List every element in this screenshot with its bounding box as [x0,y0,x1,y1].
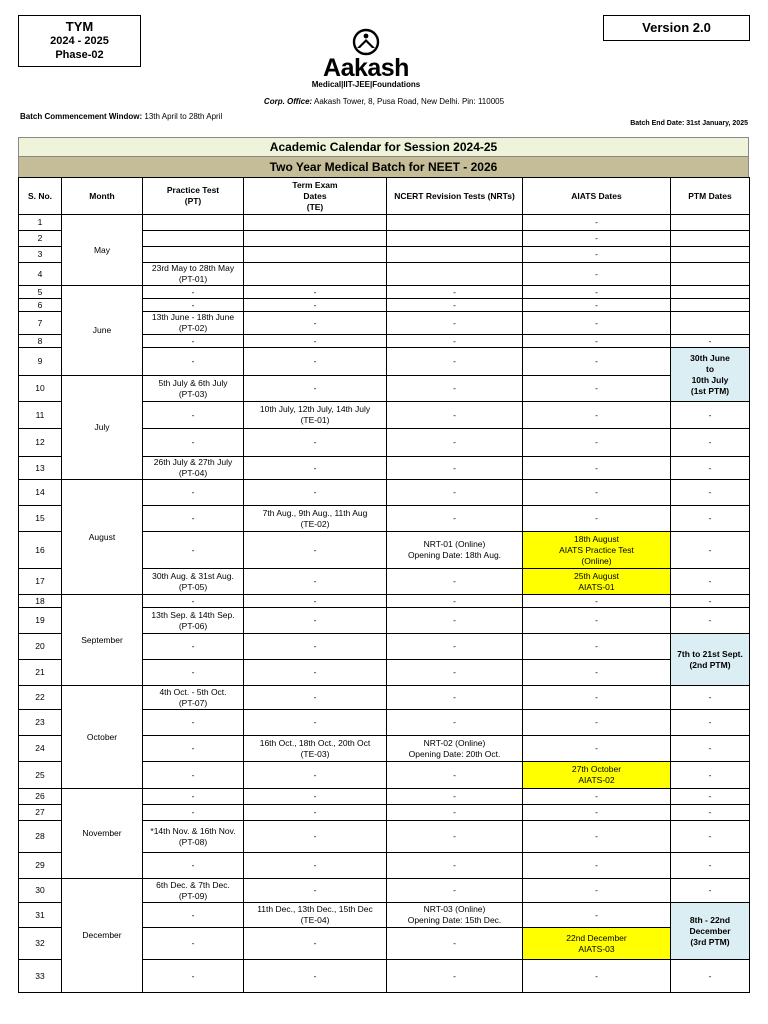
aiats-cell: - [523,960,671,993]
sno-cell: 5 [19,286,62,299]
pt-cell: - [143,660,244,686]
pt-cell: *14th Nov. & 16th Nov. (PT-08) [143,821,244,853]
ptm-cell: - [671,429,750,457]
aiats-cell-highlight: 18th August AIATS Practice Test (Online) [523,532,671,569]
nrt-cell: - [387,789,523,805]
ptm-cell: - [671,532,750,569]
aiats-cell: - [523,376,671,402]
ptm-cell-1st: 30th June to 10th July (1st PTM) [671,348,750,402]
te-cell: - [244,376,387,402]
table-row [19,480,750,506]
sno-cell: 33 [19,960,62,993]
nrt-cell: - [387,480,523,506]
aiats-cell: - [523,215,671,231]
nrt-cell: NRT-03 (Online) Opening Date: 15th Dec. [387,903,523,928]
ptm-cell-2nd: 7th to 21st Sept. (2nd PTM) [671,634,750,686]
pt-cell: - [143,736,244,762]
pt-cell: - [143,805,244,821]
te-cell: - [244,710,387,736]
nrt-cell: - [387,457,523,480]
te-cell: - [244,853,387,879]
sno-cell: 12 [19,429,62,457]
pt-cell: - [143,299,244,312]
calendar-title: Academic Calendar for Session 2024-25 [18,137,749,157]
pt-cell: - [143,928,244,960]
te-cell: - [244,805,387,821]
batch-code-box [18,15,141,67]
sno-cell: 1 [19,215,62,231]
aiats-cell: - [523,263,671,286]
aiats-cell: - [523,348,671,376]
sno-cell: 9 [19,348,62,376]
te-cell [244,247,387,263]
ptm-cell [671,215,750,231]
col-nrt: NCERT Revision Tests (NRTs) [387,178,523,215]
nrt-cell: - [387,710,523,736]
nrt-cell: NRT-02 (Online) Opening Date: 20th Oct. [387,736,523,762]
sno-cell: 16 [19,532,62,569]
table-row [19,879,750,903]
te-cell [244,215,387,231]
te-cell: - [244,634,387,660]
header-row [19,178,750,215]
nrt-cell: - [387,348,523,376]
pt-cell: - [143,960,244,993]
te-cell: - [244,928,387,960]
calendar-subtitle: Two Year Medical Batch for NEET - 2026 [18,156,749,178]
sno-cell: 24 [19,736,62,762]
aiats-cell: - [523,608,671,634]
pt-cell: - [143,595,244,608]
sno-cell: 3 [19,247,62,263]
sno-cell: 6 [19,299,62,312]
nrt-cell [387,231,523,247]
sno-cell: 17 [19,569,62,595]
ptm-cell [671,286,750,299]
nrt-cell: - [387,429,523,457]
aiats-cell: - [523,247,671,263]
pt-cell: - [143,634,244,660]
te-cell: - [244,762,387,789]
te-cell: - [244,480,387,506]
aiats-cell: - [523,686,671,710]
ptm-cell: - [671,686,750,710]
aiats-cell: - [523,789,671,805]
pt-cell: 13th Sep. & 14th Sep. (PT-06) [143,608,244,634]
aiats-cell: - [523,457,671,480]
commencement-window [20,112,222,121]
ptm-cell: - [671,762,750,789]
ptm-cell: - [671,569,750,595]
aiats-cell: - [523,805,671,821]
aiats-cell: - [523,429,671,457]
aiats-cell: - [523,231,671,247]
pt-cell: - [143,480,244,506]
te-cell: - [244,312,387,335]
pt-cell: - [143,429,244,457]
pt-cell: - [143,286,244,299]
version-box: Version 2.0 [603,15,750,41]
pt-cell: 6th Dec. & 7th Dec. (PT-09) [143,879,244,903]
nrt-cell: - [387,286,523,299]
pt-cell: - [143,762,244,789]
te-cell: - [244,569,387,595]
ptm-cell: - [671,457,750,480]
aiats-cell: - [523,595,671,608]
sno-cell: 32 [19,928,62,960]
pt-cell: - [143,853,244,879]
col-ptm: PTM Dates [671,178,750,215]
month-cell-october: October [62,686,143,789]
nrt-cell: - [387,879,523,903]
commencement-label: Batch Commencement Window: [20,112,143,121]
nrt-cell: - [387,960,523,993]
nrt-cell: - [387,608,523,634]
table-row [19,376,750,402]
te-cell: - [244,429,387,457]
te-cell: - [244,348,387,376]
sno-cell: 22 [19,686,62,710]
commencement-value: 13th April to 28th April [144,112,223,121]
sno-cell: 23 [19,710,62,736]
nrt-cell: - [387,805,523,821]
month-cell-september: September [62,595,143,686]
aiats-cell: - [523,634,671,660]
month-cell-december: December [62,879,143,993]
ptm-cell [671,231,750,247]
month-cell-november: November [62,789,143,879]
pt-cell: - [143,532,244,569]
ptm-cell [671,247,750,263]
te-cell: - [244,686,387,710]
te-cell [244,263,387,286]
pt-cell: - [143,402,244,429]
aiats-cell: - [523,710,671,736]
sno-cell: 14 [19,480,62,506]
te-cell [244,231,387,247]
ptm-cell: - [671,879,750,903]
aiats-cell-highlight: 22nd December AIATS-03 [523,928,671,960]
aiats-cell-highlight: 25th August AIATS-01 [523,569,671,595]
pt-cell: - [143,903,244,928]
te-cell: - [244,789,387,805]
sno-cell: 11 [19,402,62,429]
aiats-cell: - [523,879,671,903]
te-cell: - [244,595,387,608]
sno-cell: 21 [19,660,62,686]
ptm-cell [671,299,750,312]
ptm-cell [671,312,750,335]
table-row [19,215,750,231]
sno-cell: 28 [19,821,62,853]
te-cell: - [244,821,387,853]
nrt-cell: - [387,686,523,710]
ptm-cell: - [671,595,750,608]
corp-office-address: Aakash Tower, 8, Pusa Road, New Delhi. Pin: 110005 [314,97,505,106]
col-sno: S. No. [19,178,62,215]
aiats-cell: - [523,506,671,532]
te-cell: - [244,608,387,634]
pt-cell: - [143,789,244,805]
batch-phase: Phase-02 [55,49,104,61]
ptm-cell: - [671,789,750,805]
aiats-cell: - [523,402,671,429]
nrt-cell: - [387,376,523,402]
aiats-cell: - [523,821,671,853]
pt-cell: 23rd May to 28th May (PT-01) [143,263,244,286]
pt-cell: 5th July & 6th July (PT-03) [143,376,244,402]
sno-cell: 4 [19,263,62,286]
nrt-cell: NRT-01 (Online) Opening Date: 18th Aug. [387,532,523,569]
month-cell-june: June [62,286,143,376]
ptm-cell: - [671,608,750,634]
month-cell-august: August [62,480,143,595]
te-cell: - [244,879,387,903]
te-cell: 11th Dec., 13th Dec., 15th Dec (TE-04) [244,903,387,928]
aiats-cell-highlight: 27th October AIATS-02 [523,762,671,789]
sno-cell: 2 [19,231,62,247]
aakash-logo [302,28,430,92]
ptm-cell: - [671,710,750,736]
nrt-cell: - [387,402,523,429]
pt-cell [143,231,244,247]
ptm-cell: - [671,402,750,429]
sno-cell: 30 [19,879,62,903]
month-cell-july: July [62,376,143,480]
aiats-cell: - [523,660,671,686]
nrt-cell: - [387,595,523,608]
nrt-cell: - [387,821,523,853]
table-row [19,789,750,805]
ptm-cell-3rd: 8th - 22nd December (3rd PTM) [671,903,750,960]
te-cell: - [244,532,387,569]
table-row [19,595,750,608]
col-aiats: AIATS Dates [523,178,671,215]
ptm-cell: - [671,736,750,762]
col-practice-test: Practice Test (PT) [143,178,244,215]
sno-cell: 18 [19,595,62,608]
nrt-cell: - [387,928,523,960]
sno-cell: 15 [19,506,62,532]
logo-tagline: Medical|IIT-JEE|Foundations [311,80,421,89]
pt-cell [143,215,244,231]
nrt-cell: - [387,335,523,348]
aiats-cell: - [523,736,671,762]
te-cell: 10th July, 12th July, 14th July (TE-01) [244,402,387,429]
te-cell: 7th Aug., 9th Aug., 11th Aug (TE-02) [244,506,387,532]
nrt-cell: - [387,762,523,789]
pt-cell: 26th July & 27th July (PT-04) [143,457,244,480]
sno-cell: 20 [19,634,62,660]
ptm-cell: - [671,960,750,993]
pt-cell: - [143,335,244,348]
sno-cell: 10 [19,376,62,402]
aiats-cell: - [523,286,671,299]
te-cell: - [244,299,387,312]
pt-cell: - [143,710,244,736]
nrt-cell [387,215,523,231]
aiats-cell: - [523,335,671,348]
aakash-emblem-icon [351,28,381,56]
nrt-cell: - [387,312,523,335]
aiats-cell: - [523,480,671,506]
te-cell: 16th Oct., 18th Oct., 20th Oct (TE-03) [244,736,387,762]
nrt-cell [387,247,523,263]
te-cell: - [244,335,387,348]
pt-cell: - [143,348,244,376]
nrt-cell [387,263,523,286]
ptm-cell [671,263,750,286]
sno-cell: 26 [19,789,62,805]
ptm-cell: - [671,853,750,879]
table-row [19,286,750,299]
ptm-cell: - [671,805,750,821]
batch-code: TYM [65,19,94,34]
nrt-cell: - [387,634,523,660]
ptm-cell: - [671,335,750,348]
pt-cell: 4th Oct. - 5th Oct. (PT-07) [143,686,244,710]
ptm-cell: - [671,506,750,532]
nrt-cell: - [387,660,523,686]
aiats-cell: - [523,312,671,335]
batch-session: 2024 - 2025 [50,35,109,47]
month-cell-may: May [62,215,143,286]
te-cell: - [244,660,387,686]
pt-cell: 13th June - 18th June (PT-02) [143,312,244,335]
sno-cell: 19 [19,608,62,634]
ptm-cell: - [671,821,750,853]
nrt-cell: - [387,299,523,312]
col-month: Month [62,178,143,215]
ptm-cell: - [671,480,750,506]
te-cell: - [244,286,387,299]
te-cell: - [244,960,387,993]
sno-cell: 8 [19,335,62,348]
batch-end-date: Batch End Date: 31st January, 2025 [630,120,748,127]
aiats-cell: - [523,853,671,879]
sno-cell: 7 [19,312,62,335]
nrt-cell: - [387,506,523,532]
nrt-cell: - [387,569,523,595]
aiats-cell: - [523,903,671,928]
sno-cell: 25 [19,762,62,789]
pt-cell: - [143,506,244,532]
nrt-cell: - [387,853,523,879]
sno-cell: 31 [19,903,62,928]
table-row [19,686,750,710]
corp-office [0,97,768,106]
sno-cell: 29 [19,853,62,879]
corp-office-label: Corp. Office: [263,97,313,106]
sno-cell: 27 [19,805,62,821]
pt-cell [143,247,244,263]
te-cell: - [244,457,387,480]
academic-calendar-table [18,177,750,993]
col-term-exam: Term Exam Dates (TE) [244,178,387,215]
pt-cell: 30th Aug. & 31st Aug. (PT-05) [143,569,244,595]
aiats-cell: - [523,299,671,312]
sno-cell: 13 [19,457,62,480]
logo-name: Aakash [323,54,409,82]
